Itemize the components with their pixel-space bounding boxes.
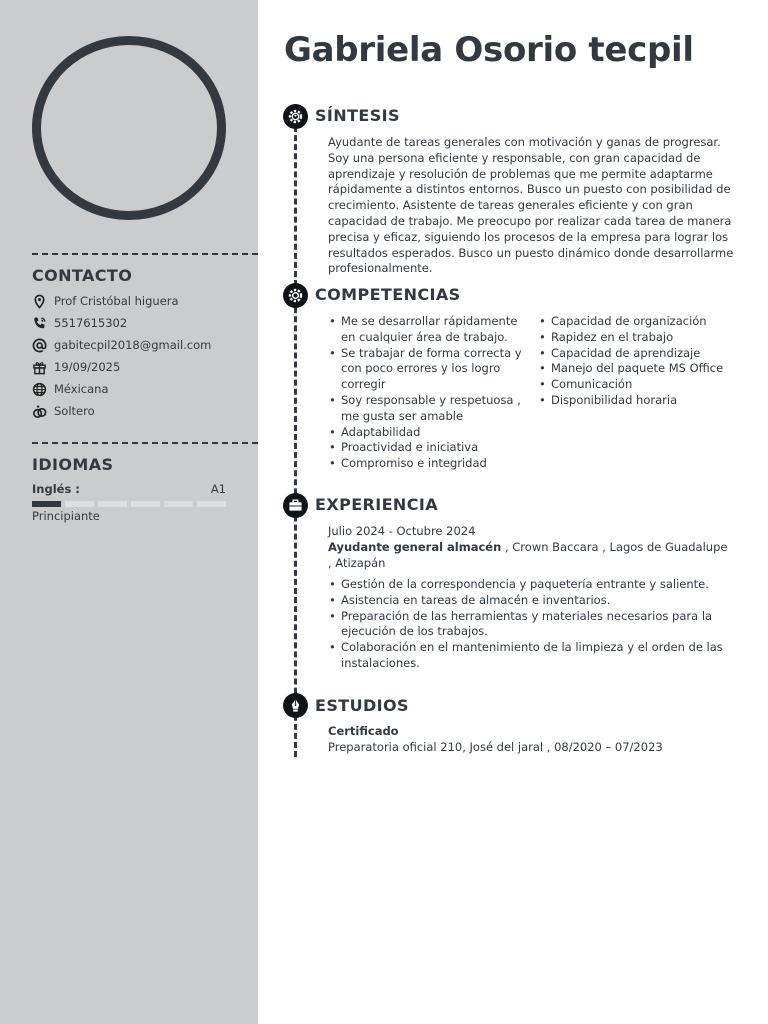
skill-item: • Adaptabilidad xyxy=(328,425,523,441)
contact-phone: 5517615302 xyxy=(54,316,128,330)
experience-task: • Preparación de las herramientas y materiales necesarios para la ejecución de los trabajos. xyxy=(328,609,728,641)
languages-title: IDIOMAS xyxy=(32,455,114,474)
skills-list-left xyxy=(328,314,523,472)
language-level: A1 xyxy=(210,482,226,496)
skills-list-right xyxy=(538,314,738,409)
phone-icon xyxy=(32,316,47,331)
contact-item-marital-status xyxy=(32,400,252,422)
location-pin-icon xyxy=(32,294,47,309)
contact-address: Prof Cristóbal higuera xyxy=(54,294,179,308)
language-level-segment xyxy=(65,501,94,507)
summary-title: SÍNTESIS xyxy=(315,106,400,125)
profile-photo-placeholder xyxy=(32,36,226,220)
education-title: ESTUDIOS xyxy=(315,696,409,715)
experience-section-icon xyxy=(283,493,308,518)
experience-task: • Asistencia en tareas de almacén e inventarios. xyxy=(328,593,728,609)
experience-task: • Colaboración en el mantenimiento de la limpieza y el orden de las instalaciones. xyxy=(328,640,728,672)
timeline-line xyxy=(294,117,297,757)
contact-list xyxy=(32,290,252,422)
experience-date: Julio 2024 - Octubre 2024 xyxy=(328,524,476,538)
skill-item: • Capacidad de aprendizaje xyxy=(538,346,738,362)
experience-role-line xyxy=(328,540,728,572)
contact-item-nationality xyxy=(32,378,252,400)
language-level-segment xyxy=(131,501,160,507)
language-level-segment xyxy=(197,501,226,507)
skill-item: • Se trabajar de forma correcta y con poco errores y los logro corregir xyxy=(328,346,523,393)
language-level-segment xyxy=(98,501,127,507)
contact-email: gabitecpil2018@gmail.com xyxy=(54,338,212,352)
experience-role: Ayudante general almacén xyxy=(328,540,502,554)
contact-item-birthdate xyxy=(32,356,252,378)
skill-item: • Rapidez en el trabajo xyxy=(538,330,738,346)
skill-item: • Compromiso e integridad xyxy=(328,456,523,472)
contact-item-email xyxy=(32,334,252,356)
skills-title: COMPETENCIAS xyxy=(315,285,461,304)
contact-title: CONTACTO xyxy=(32,266,133,285)
pen-nib-icon xyxy=(288,698,303,713)
language-level-bar xyxy=(32,501,226,507)
contact-marital-status: Soltero xyxy=(54,404,95,418)
language-description: Principiante xyxy=(32,509,100,523)
skill-item: • Comunicación xyxy=(538,377,738,393)
experience-task: • Gestión de la correspondencia y paquetería entrante y saliente. xyxy=(328,577,728,593)
contact-nationality: Méxicana xyxy=(54,382,109,396)
rings-icon xyxy=(32,404,47,419)
skill-item: • Capacidad de organización xyxy=(538,314,738,330)
sidebar-divider xyxy=(32,253,258,255)
sidebar xyxy=(0,0,258,1024)
contact-item-phone xyxy=(32,312,252,334)
language-name: Inglés : xyxy=(32,482,80,496)
gift-icon xyxy=(32,360,47,375)
summary-section-icon xyxy=(283,104,308,129)
skills-section-icon xyxy=(283,283,308,308)
summary-text: Ayudante de tareas generales con motivación y ganas de progresar. Soy una persona eficiente y responsable, con gran capacidad de aprendizaje y resolución de problemas que me permite adaptarme rápidamente a distintos entornos. Busco un puesto con posibilidad de crecimiento. Asistente de tareas generales eficiente y con gran capacidad de trabajo. Me preocupo por realizar cada tarea de manera precisa y eficaz, siguiendo los procesos de la empresa para lograr los resultados esperados. Busco un puesto dinámico donde desarrollarme profesionalmente. xyxy=(328,135,734,276)
skill-item: • Proactividad e iniciativa xyxy=(328,440,523,456)
at-sign-icon xyxy=(32,338,47,353)
briefcase-icon xyxy=(288,498,303,513)
education-detail: Preparatoria oficial 210, José del jaral , 08/2020 – 07/2023 xyxy=(328,740,663,754)
language-row xyxy=(32,482,226,496)
skill-item: • Soy responsable y respetuosa , me gusta ser amable xyxy=(328,393,523,425)
skill-item: • Me se desarrollar rápidamente en cualquier área de trabajo. xyxy=(328,314,523,346)
candidate-name: Gabriela Osorio tecpil xyxy=(284,30,694,70)
language-level-segment xyxy=(32,501,61,507)
sidebar-divider xyxy=(32,442,258,444)
experience-place: , Crown Baccara , Lagos de Guadalupe , Atizapán xyxy=(328,540,728,570)
experience-title: EXPERIENCIA xyxy=(315,495,438,514)
skill-item: • Disponibilidad horaria xyxy=(538,393,738,409)
language-level-segment xyxy=(164,501,193,507)
skill-item: • Manejo del paquete MS Office xyxy=(538,361,738,377)
gear-person-icon xyxy=(287,108,304,125)
contact-item-address xyxy=(32,290,252,312)
contact-birthdate: 19/09/2025 xyxy=(54,360,121,374)
gear-icon xyxy=(287,287,304,304)
education-section-icon xyxy=(283,693,308,718)
education-degree: Certificado xyxy=(328,724,399,738)
experience-tasks xyxy=(328,577,728,672)
globe-icon xyxy=(32,382,47,397)
